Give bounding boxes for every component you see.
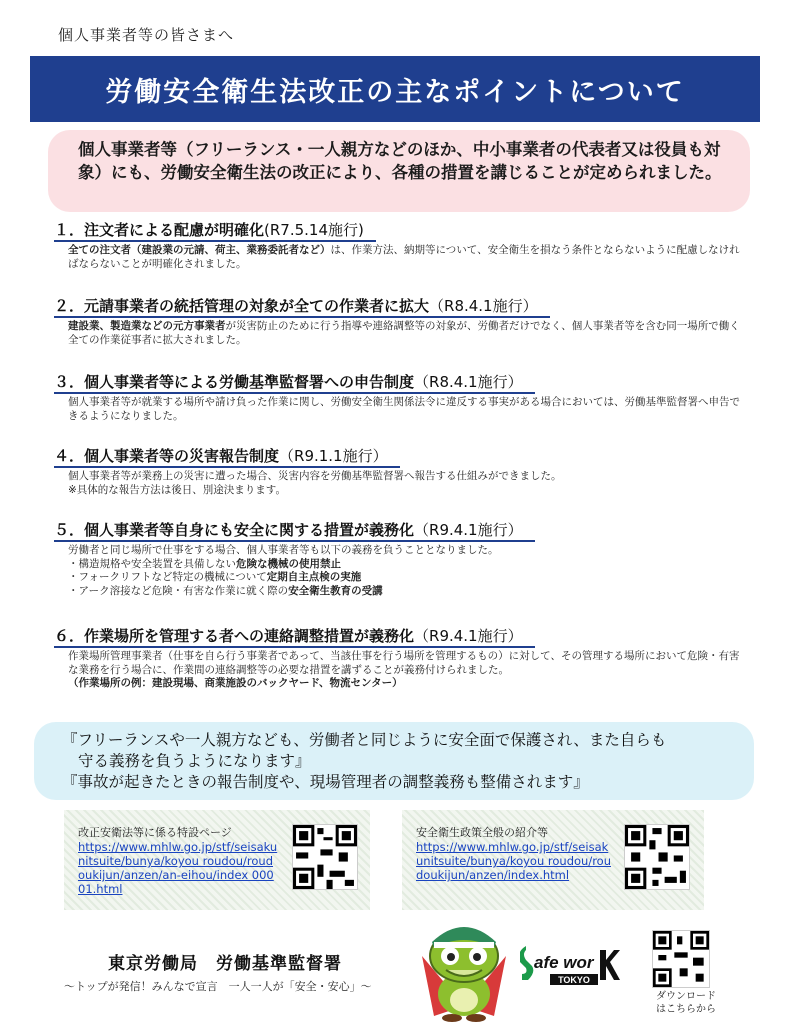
special-page-link[interactable]: https://www.mhlw.go.jp/stf/seisakunitsuite/bunya/koyou roudou/roudoukijun/anzen/an-eihou/index 00001.html	[78, 840, 278, 896]
quote-line: 『事故が起きたときの報告制度や、現場管理者の調整義務も整備されます』	[62, 773, 589, 791]
point-note: （作業場所の例：建設現場、商業施設のバックヤード、物流センター）	[68, 677, 403, 689]
title-banner	[30, 56, 760, 122]
policy-page-link[interactable]: https://www.mhlw.go.jp/stf/seisakunitsuite/bunya/koyou roudou/roudoukijun/anzen/index.html	[416, 840, 611, 882]
safe-work-tokyo-logo	[520, 944, 620, 990]
download-label	[656, 990, 716, 1016]
svg-text:afe wor: afe wor	[534, 953, 594, 972]
audience-label: 個人事業者等の皆さまへ	[58, 26, 235, 44]
organization-slogan: ～トップが発信！みんなで宣言 一人一人が「安全・安心」～	[64, 980, 372, 993]
bullet-item: ・フォークリフトなど特定の機械について定期自主点検の実施	[68, 571, 362, 583]
point-body: 労働者と同じ場所で仕事をする場合、個人事業者等も以下の義務を負うこととなりました。 ・構造規格や安全装置を具備しない危険な機械の使用禁止 ・フォークリフトなど特定の機械について定期自主点検の実施 ・アーク溶接など危険・有害な作業に就く際の安全衛生教育の受講	[68, 544, 744, 598]
quote-line: 『フリーランスや一人親方なども、労働者と同じように安全面で保護され、また自らも	[62, 731, 667, 749]
mascot-icon	[414, 916, 514, 1022]
point-body: 個人事業者等が就業する場所や請け負った作業に関し、労働安全衛生関係法令に違反する事実がある場合においては、労働基準監督署へ申告できるようになりました。	[68, 396, 740, 422]
point-item-6	[54, 626, 744, 691]
page-title: 労働安全衛生法改正の主なポイントについて	[105, 76, 685, 108]
download-label-line1: ダウンロード	[656, 991, 716, 1002]
qr-code-icon	[624, 824, 690, 890]
point-heading: ６．作業場所を管理する者への連絡調整措置が義務化（R9.4.1施行）	[54, 626, 535, 648]
quote-line: 守る義務を負うようになります』	[78, 752, 311, 770]
point-body: 建設業、製造業などの元方事業者が災害防止のために行う指導や連絡調整等の対象が、労働者だけでなく、個人事業者等を含む同一場所で働く全ての作業従事者に拡大されました。	[68, 320, 740, 346]
point-heading: ３．個人事業者等による労働基準監督署への申告制度（R8.4.1施行）	[54, 372, 535, 394]
link-box-special-page	[64, 810, 370, 910]
link-label: 安全衛生政策全般の紹介等	[416, 826, 548, 839]
qr-code-icon	[292, 824, 358, 890]
point-body: 個人事業者等が業務上の災害に遭った場合、災害内容を労働基準監督署へ報告する仕組みができました。 ※具体的な報告方法は後日、別途決まります。	[68, 470, 744, 497]
svg-text:TOKYO: TOKYO	[558, 975, 590, 985]
point-heading: ２．元請事業者の統括管理の対象が全ての作業者に拡大（R8.4.1施行）	[54, 296, 550, 318]
link-label: 改正安衛法等に係る特設ページ	[78, 826, 232, 839]
point-note: ※具体的な報告方法は後日、別途決まります。	[68, 483, 286, 496]
point-item-4	[54, 446, 744, 497]
bullet-item: ・構造規格や安全装置を具備しない危険な機械の使用禁止	[68, 557, 341, 570]
point-heading: ５．個人事業者等自身にも安全に関する措置が義務化（R9.4.1施行）	[54, 520, 535, 542]
organization-name: 東京労働局 労働基準監督署	[108, 954, 342, 974]
point-body: 作業場所管理事業者（仕事を自ら行う事業者であって、当該仕事を行う場所を管理するもの）に対して、その管理する場所において危険・有害な業務を行う場合に、作業間の連絡調整等の必要な措置を講ずることが義務付けられました。 （作業場所の例：建設現場、商業施設のバックヤード、物流センター）	[68, 650, 744, 691]
download-qr-code-icon	[652, 930, 710, 988]
bullet-item: ・アーク溶接など危険・有害な作業に就く際の安全衛生教育の受講	[68, 584, 383, 597]
point-item-2	[54, 296, 744, 347]
point-body: 全ての注文者（建設業の元請、荷主、業務委託者など）は、作業方法、納期等について、安全衛生を損なう条件とならないように配慮しなければならないことが明確化されました。	[68, 244, 740, 270]
intro-box: 個人事業者等（フリーランス・一人親方などのほか、中小事業者の代表者又は役員も対象）にも、労働安全衛生法の改正により、各種の措置を講じることが定められました。	[48, 130, 750, 212]
download-label-line2: はこちらから	[656, 1004, 716, 1015]
summary-quote-box	[34, 722, 754, 800]
point-heading: １．注文者による配慮が明確化(R7.5.14施行)	[54, 220, 376, 242]
point-item-5	[54, 520, 744, 598]
point-item-3	[54, 372, 744, 423]
link-box-policy-page	[402, 810, 704, 910]
point-heading: ４．個人事業者等の災害報告制度（R9.1.1施行）	[54, 446, 400, 468]
point-item-1	[54, 220, 744, 271]
